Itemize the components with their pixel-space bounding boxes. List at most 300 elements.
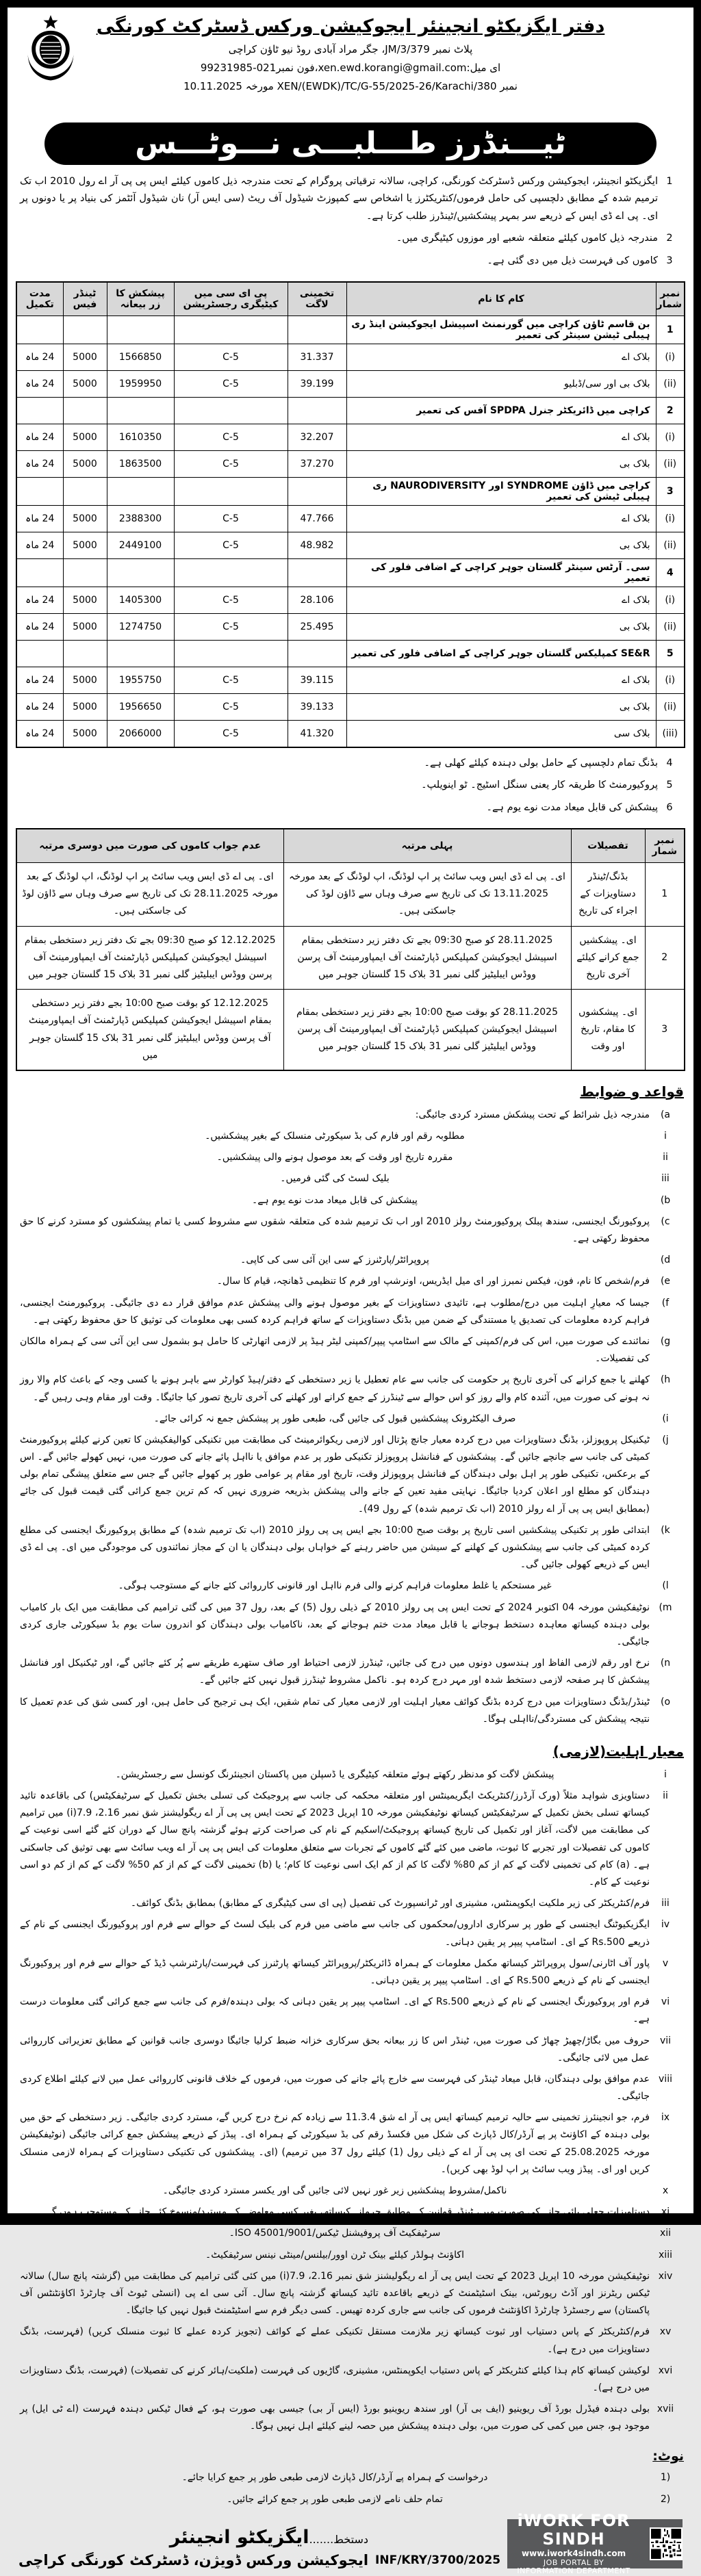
eligibility-item [20, 1766, 681, 1783]
work-name-cell: بلاک بی [346, 532, 656, 558]
empty-cell [63, 640, 107, 667]
schedule-details-cell: ای۔ پیشکشیں جمع کرانے کیلئے آخری تاریخ [571, 926, 645, 990]
eligibility-item [20, 2204, 681, 2221]
work-for-sindh-text [507, 2512, 640, 2576]
empty-cell [107, 397, 174, 424]
intro-point-item-text: ایگزیکٹو انجینئر، ایجوکیشن ورکس ڈسٹرکٹ کورنگی، کراچی، سالانہ ترقیاتی پروگرام کے تحت مندرجہ ذیل کاموں کیلئے ایس پی پی آر اے رول 2010 اب تک ترمیم شدہ کے مطابق دلچسپی کی حامل فرموں/کنٹریکٹرز یا اشخاص سے کمپوزٹ شیڈول آف ریٹ (سی ایس آر) نان شیڈول آئٹمز کی بنیاد پر یا دونوں پر ای۔ پی اے ڈی ایس کے ذریعے سر بمہر پیشکشیں/ٹینڈرز طلب کرتا ہے۔ [20, 176, 658, 222]
bid-security-cell: 1956650 [107, 693, 174, 720]
eligibility-item-text: فرم/کنٹریکٹر کی زیر ملکیت ایکوپمنٹس، مشینری اور ٹرانسپورٹ کی تفصیل (پی ای سی کیٹیگری کے مطابق) بمطابق بڈنگ کوائف۔ [130, 1898, 650, 1909]
completion-period-cell: 24 ماہ [16, 424, 63, 450]
empty-cell [174, 315, 288, 344]
star-icon [43, 15, 58, 29]
rule-item [20, 1411, 681, 1428]
rule-item-text: پروپرائٹر/پارٹنرز کے سی این آئی سی کی کاپی۔ [240, 1254, 429, 1266]
work-for-sindh-box [507, 2510, 683, 2576]
eligibility-item [20, 1916, 681, 1950]
schedule-column-header: تفصیلات [571, 829, 645, 863]
note-item [20, 2491, 681, 2508]
rule-item-text: ٹیکنیکل پروپوزلز، بڈنگ دستاویزات میں درج کردہ معیار جانچ پڑتال اور لازمی ریکوائرمینٹ کی مطابقت میں تکنیکی کوالیفکیشن کا تعین کرنے کیلئے پروکیورمنٹ کمیٹی کی جانب سے جانچے جائیں گے۔ پیشکشوں کے فنانشل پروپوزلز تکنیکی طور پر عدم موافق یا نااہل پائے جانے کی صورت میں، نہیں کھولے جائیں گے۔ اس کے برعکس، تکنیکی طور پر اہل بولی دہندگان کے فنانشل پروپوزلز وقت، تاریخ اور مقام پر عوامی طور پر کھولے جائیں گے جس سے متعلق پیشگی تمام بولی دہندگان کو مطلع اور اعلان کردیا جائیگا۔ نہایتی مفید تعین کے جانے والی پیشکش بذریعہ ضروری نہیں کہ کم ترین جمع کرائی گئی قیمت قبول کی جائے (بمطابق ایس پی پی آر اے رولز 2010 (اب تک ترمیم شدہ) کے رول 49)۔ [20, 1434, 650, 1515]
rules-list [20, 1107, 681, 1732]
empty-cell [288, 558, 346, 587]
mid-point-item-label: 6 [666, 801, 673, 813]
schedule-details-cell: بڈنگ/ٹینڈر دستاویزات کے اجراء کی تاریخ [571, 863, 645, 927]
eligibility-item-text: عدم موافق بولی دہندگان، قابل میعاد ٹینڈر کی فہرست سے خارج پائے جانے کی صورت میں، فرموں کے خلاف قانونی کارروائی عمل میں لانے کیلئے اطلاع کردی جائیگی۔ [20, 2073, 650, 2102]
estimated-cost-cell: 32.207 [288, 424, 346, 450]
inf-number: INF/KRY/3700/2025 [375, 2553, 501, 2567]
eligibility-item-label: ii [663, 1790, 668, 1802]
rule-item-label: (a [660, 1109, 671, 1120]
completion-period-cell: 24 ماہ [16, 505, 63, 532]
rule-item [20, 1128, 681, 1145]
serial-cell: (ii) [656, 370, 685, 397]
signatory-title: ایگزیکٹو انجینئر [169, 2526, 309, 2548]
tender-fee-cell: 5000 [63, 424, 107, 450]
pec-category-cell: C-5 [174, 450, 288, 477]
pec-category-cell: C-5 [174, 424, 288, 450]
pec-category-cell: C-5 [174, 693, 288, 720]
bid-security-cell: 1405300 [107, 587, 174, 613]
rule-item [20, 1170, 681, 1187]
intro-point-item [20, 173, 681, 225]
serial-cell: (ii) [656, 532, 685, 558]
mid-point-item-text: پیشکش کی قابل میعاد مدت نوے یوم ہے۔ [486, 801, 658, 813]
eligibility-item-label: vii [659, 2035, 672, 2046]
tender-fee-cell: 5000 [63, 505, 107, 532]
work-item-row [16, 720, 685, 747]
work-for-sindh-sub1: JOB PORTAL BY [543, 2558, 604, 2567]
schedule-first-time-cell: 28.11.2025 کو صبح 09:30 بجے تک دفتر زیر دستخطی بمقام اسپیشل ایجوکیشن کمپلیکس ڈپارٹمنٹ آف ایمپاورمینٹ آف پرسن ووڈس ایبلیٹیز گلی نمبر 31 بلاک 15 گلستان جوہر میں [283, 926, 571, 990]
eligibility-heading: معیار اہلیت(لازمی) [552, 1742, 684, 1760]
eligibility-item-text: فرم اور پروکیورنگ ایجنسی کے نام کے ذریعے Rs.500 کے ای۔ اسٹامپ پیپر پر یقین دہانی کہ بولی دہندہ/فرم کی جانب سے جمع کرائی گئی معلومات درست ہے۔ [20, 1996, 650, 2025]
estimated-cost-cell: 39.199 [288, 370, 346, 397]
bid-security-cell: 2066000 [107, 720, 174, 747]
estimated-cost-cell: 39.115 [288, 667, 346, 693]
schedule-second-time-cell: ای۔ پی اے ڈی ایس ویب سائٹ پر اپ لوڈنگ، اپ لوڈنگ کے بعد مورخہ 28.11.2025 تک کی تاریخ سے صرف وہاں سے ڈاؤن لوڈ کی جاسکتی ہیں۔ [16, 863, 283, 927]
rule-item-label: (n [660, 1658, 671, 1669]
eligibility-item [20, 2323, 681, 2358]
page-content [8, 8, 693, 2575]
work-for-sindh-sub2: INFORMATION DEPARTMENT [517, 2566, 630, 2576]
reference-number-line: نمبر XEN/(EWDK)/TC/G-55/2025-26/Karachi/380 مورخہ 10.11.2025 [183, 80, 518, 92]
eligibility-item-text: دستاویزات جعلی پائی جانے کی صورت میں، ٹینڈر قوانین کے مطابق جرمانے کیساتھ، بغیر کسی معاوضے کے مسترد/منسوخ کئے جانے کے مستوجب ہوں گے۔ [40, 2206, 650, 2218]
empty-cell [107, 640, 174, 667]
mid-point-item-text: پروکیورمنٹ کا طریقہ کار یعنی سنگل اسٹیج۔ ٹو اینویلپ۔ [421, 780, 658, 791]
rule-item-label: (i [662, 1413, 669, 1424]
pec-category-cell: C-5 [174, 720, 288, 747]
estimated-cost-cell: 48.982 [288, 532, 346, 558]
eligibility-item-text: حروف میں بگاڑ/چھیڑ چھاڑ کی صورت میں، ٹینڈر اس کا زر بیعانہ بحق سرکاری خزانہ ضبط کرلیا جائیگا دوسری جانب قوانین کے مطابق تعزیراتی کارروائی عمل میں لائی جائیگی۔ [20, 2035, 650, 2063]
eligibility-item-label: ix [661, 2112, 670, 2124]
serial-cell: (ii) [656, 693, 685, 720]
works-column-header: پیشکش کا زر بیعانہ [107, 282, 174, 316]
bid-security-cell: 1566850 [107, 344, 174, 370]
empty-cell [16, 558, 63, 587]
empty-cell [16, 640, 63, 667]
rule-item [20, 1252, 681, 1269]
rule-item-label: (b [660, 1194, 671, 1206]
tender-fee-cell: 5000 [63, 532, 107, 558]
serial-cell: 3 [645, 990, 685, 1070]
rule-item [20, 1655, 681, 1689]
note-item-text: تمام حلف نامے لازمی طبعی طور پر جمع کرائے جائیں۔ [227, 2493, 443, 2505]
work-item-row [16, 450, 685, 477]
work-group-title-cell: SE&R کمپلیکس گلستان جوہر کراچی کے اضافی فلور کی تعمیر [346, 640, 656, 667]
eligibility-item-label: xvi [658, 2365, 673, 2376]
rule-item-text: صرف الیکٹرونک پیشکشیں قبول کی جائیں گی، طبعی طور پر پیشکش جمع نہ کرائی جائے۔ [153, 1413, 516, 1424]
eligibility-item-label: vi [661, 1996, 670, 2008]
empty-cell [288, 397, 346, 424]
work-item-row [16, 505, 685, 532]
bid-security-cell: 1274750 [107, 613, 174, 640]
serial-cell: (i) [656, 424, 685, 450]
estimated-cost-cell: 31.337 [288, 344, 346, 370]
pec-category-cell: C-5 [174, 370, 288, 397]
estimated-cost-cell: 37.270 [288, 450, 346, 477]
work-item-row [16, 587, 685, 613]
works-column-header: مدت تکمیل [16, 282, 63, 316]
rule-item-text: ابتدائی طور پر تکنیکی پیشکشیں اسی تاریخ پر بوقت صبح 10:00 بجے ایس پی پی رولز 2010 (اب تک ترمیم شدہ) کے مطابق پروکیورنگ ایجنسی کی مطلع کردہ کمیٹی کی جانب سے پیشکشوں کے کھلنے کے سیشن میں حاضر رہنے کے خواہاں بولی دہندگان یا ان کے مجاز نمائندوں کی موجودگی میں ای۔ پی اے ڈی ایس کے ذریعے کھولی جائیں گی۔ [20, 1524, 650, 1571]
eligibility-item-text: بولی دہندہ فیڈرل بورڈ آف ریوینیو (ایف بی آر) اور سندھ ریوینیو بورڈ (ایس آر بی) جیسی بھی صورت ہو، کے فعال ٹیکس دہندہ فہرست (اے ٹی ایل) پر موجود ہو، جس میں کمی کی صورت میں، بولی دہندہ پیشکش میں حصہ لینے کیلئے اہل نہیں ہوگا۔ [20, 2404, 650, 2432]
eligibility-item-text: اکاؤنٹ ہولڈر کیلئے بینک ٹرن اوور/بیلنس/مینٹی نینس سرٹیفکیٹ۔ [205, 2249, 464, 2261]
rule-item-text: نوٹیفکیشن مورخہ 04 اکتوبر 2024 کے تحت ایس پی پی رولز 2010 کے ذیلی رول (5) کے بعد، رول 37 میں کی گئی ترامیم کی مطابقت میں ایک بار کامیاب بولی دہندہ کیساتھ معاہدہ دستخط ہوجانے یا قابل میعاد مدت ختم ہوجانے کے بعد، ناکامیاب بولی دہندگان کو اندرون سات یوم بڈ سیکورٹی جاری کردی جائیگی۔ [20, 1601, 650, 1647]
rule-item [20, 1599, 681, 1651]
rule-item-text: کھلنے یا جمع کرانے کی آخری تاریخ پر حکومت کی جانب سے عام تعطیل یا زیر دستخطی کے دفتر/ہیڈ کوارٹر سے باہر ہونے یا کسی وجہ کے باعث کام والا روز نہ ہونے کی صورت میں، آئندہ کام والے روز کو اس حوالے سے ٹینڈرز کے جمع کرانے اور کھلنے کی آخری تاریخ تصور کیا جائیگا۔ وقت اور مقام وہی رہیں گے۔ [20, 1374, 650, 1403]
mid-point-item [20, 777, 681, 794]
rule-item-label: (f [661, 1297, 670, 1309]
rule-item [20, 1694, 681, 1728]
footer [16, 2510, 685, 2576]
tender-fee-cell: 5000 [63, 587, 107, 613]
work-item-row [16, 344, 685, 370]
work-group-row [16, 315, 685, 344]
schedule-second-time-cell: 12.12.2025 کو بوقت صبح 10:00 بجے دفتر زیر دستخطی بمقام اسپیشل ایجوکیشن کمپلیکس ڈپارٹمنٹ آف ایمپاورمینٹ آف پرسن ووڈس ایبلیٹیز گلی نمبر 31 بلاک 15 گلستان جوہر میں [16, 990, 283, 1070]
serial-cell: (i) [656, 505, 685, 532]
eligibility-item-text: نوٹیفکیشن مورخہ 10 اپریل 2023 کے تحت ایس پی آر اے ریگولیشنز شق نمبر 2.16، 7.9(i) میں کئی گئی ترامیم کی مطابقت میں (گزشتہ پانچ سال) سالانہ ٹیکس ریٹرنز اور آڈٹ رپورٹس، بینک اسٹیٹمنٹ کے ذریعے باقاعدہ تائید کیساتھ گزشتہ پانچ سال۔ آئی سی اے پی (انسٹی ٹیوٹ آف چارٹرڈ اکاؤنٹنٹس آف پاکستان) سے رجسٹرڈ چارٹرڈ اکاؤنٹنٹ فرموں کی جانب سے جاری کردہ تھیس۔ کسی دیگر فرم سے اسٹیٹمنٹ قبول نہیں کیا جائیگا۔ [20, 2270, 650, 2317]
serial-cell: (ii) [656, 613, 685, 640]
qr-code-icon [650, 2527, 683, 2560]
empty-cell [107, 315, 174, 344]
office-title: دفتر ایگزیکٹو انجینئر ایجوکیشن ورکس ڈسٹرکٹ کورنگی [96, 16, 605, 37]
bid-security-cell: 1863500 [107, 450, 174, 477]
eligibility-item [20, 2401, 681, 2435]
completion-period-cell: 24 ماہ [16, 613, 63, 640]
rule-item [20, 1273, 681, 1290]
rule-item-label: iii [661, 1173, 670, 1185]
serial-cell: (i) [656, 667, 685, 693]
schedule-column-header: پہلی مرتبہ [283, 829, 571, 863]
empty-cell [107, 477, 174, 505]
rule-item [20, 1432, 681, 1518]
rule-item-label: (o [660, 1696, 671, 1708]
eligibility-item-label: xi [661, 2206, 670, 2218]
serial-cell: 1 [656, 315, 685, 344]
empty-cell [63, 397, 107, 424]
schedule-table-header-row [16, 829, 685, 863]
empty-cell [288, 640, 346, 667]
work-name-cell: بلاک اے [346, 587, 656, 613]
eligibility-item-label: v [662, 1957, 669, 1969]
work-name-cell: بلاک بی [346, 450, 656, 477]
serial-cell: (ii) [656, 450, 685, 477]
works-table [16, 281, 685, 748]
empty-cell [174, 640, 288, 667]
eligibility-item-text: پیشکش لاگت کو مدنظر رکھتے ہوئے متعلقہ کیٹیگری یا ڈسپلن میں پاکستان انجینئرنگ کونسل سے رجسٹریشن۔ [115, 1768, 555, 1780]
mid-point-item-label: 5 [666, 780, 673, 791]
eligibility-item-label: iv [661, 1919, 670, 1931]
sindh-government-emblem-logo [21, 13, 80, 90]
eligibility-item [20, 1895, 681, 1912]
signature-label: دستخط....... [309, 2532, 369, 2546]
estimated-cost-cell: 41.320 [288, 720, 346, 747]
work-group-title-cell: سی۔ آرٹس سینٹر گلستان جوہر کراچی کے اضافی فلور کی تعمیر [346, 558, 656, 587]
note-item-label: 1) [660, 2472, 671, 2484]
mid-point-item-text: بڈنگ تمام دلچسپی کے حامل بولی دہندہ کیلئے کھلی ہے۔ [424, 757, 658, 769]
schedule-first-time-cell: 28.11.2025 کو بوقت صبح 10:00 بجے دفتر زیر دستخطی بمقام اسپیشل ایجوکیشن کمپلیکس ڈپارٹمنٹ آف ایمپاورمینٹ آف پرسن ووڈس ایبلیٹیز گلی نمبر 31 بلاک 15 گلستان جوہر میں [283, 990, 571, 1070]
work-for-sindh-brand [507, 2512, 640, 2549]
eligibility-item-label: xv [659, 2326, 672, 2338]
rule-item-text: جیسا کہ معیارِ اہلیت میں درج/مطلوب ہے، تائیدی دستاویزات کے بغیر موصول ہونے والی پیشکش عدم موافق قرار دے دی جائیگی۔ پروکیورمنٹ ایجنسی، فراہم کردہ معلومات کی تصدیق یا مستندگی کے ضمن میں بڈنگ دستاویزات کے ساتھ فراہم کردہ کسی بھی معلومات کی توثیق کا حق محفوظ رکھتی ہے۔ [20, 1297, 650, 1326]
rule-item [20, 1333, 681, 1367]
completion-period-cell: 24 ماہ [16, 667, 63, 693]
rule-item-label: (c [661, 1215, 670, 1227]
rule-item [20, 1577, 681, 1595]
empty-cell [16, 397, 63, 424]
completion-period-cell: 24 ماہ [16, 693, 63, 720]
eligibility-item-label: xvii [657, 2404, 674, 2415]
serial-cell: 3 [656, 477, 685, 505]
intro-points-list [20, 173, 681, 274]
note-item-text: درخواست کے ہمراہ پے آرڈر/کال ڈپازٹ لازمی طبعی طور پر جمع کرایا جائے۔ [181, 2472, 488, 2484]
work-item-row [16, 613, 685, 640]
work-group-row [16, 397, 685, 424]
estimated-cost-cell: 28.106 [288, 587, 346, 613]
empty-cell [16, 315, 63, 344]
eligibility-item-label: xiv [658, 2270, 673, 2282]
mid-point-item-label: 4 [666, 757, 673, 769]
work-item-row [16, 424, 685, 450]
work-name-cell: بلاک بی [346, 613, 656, 640]
work-name-cell: بلاک سی [346, 720, 656, 747]
rule-item-text: پیشکش کی قابل میعاد مدت نوے یوم ہے۔ [252, 1194, 418, 1206]
serial-cell: 2 [656, 397, 685, 424]
rule-item-label: ii [663, 1152, 668, 1163]
rule-item [20, 1295, 681, 1329]
pec-category-cell: C-5 [174, 587, 288, 613]
rule-item-label: (h [660, 1374, 671, 1386]
work-item-row [16, 370, 685, 397]
eligibility-item [20, 2109, 681, 2178]
estimated-cost-cell: 39.133 [288, 693, 346, 720]
work-name-cell: بلاک اے [346, 344, 656, 370]
eligibility-item-text: پاور آف اٹارنی/سول پروپرائٹر کیساتھ مکمل معلومات کے ہمراہ ڈائریکٹر/پروپرائٹر کیساتھ پارٹنرز کی فہرست/پارٹنرشپ ڈیڈ کے حوالے سے فرم اور پروکیورنگ ایجنسی کے نام کے ذریعے Rs.500 کے ای۔ اسٹامپ پیپر پر یقین دہانی۔ [20, 1957, 650, 1986]
rule-item-text: مقررہ تاریخ اور وقت کے بعد موصول ہونے والی پیشکشیں۔ [216, 1152, 453, 1163]
pec-category-cell: C-5 [174, 667, 288, 693]
rule-item-label: (l [662, 1580, 669, 1592]
eligibility-item [20, 2268, 681, 2320]
completion-period-cell: 24 ماہ [16, 370, 63, 397]
rule-item [20, 1192, 681, 1209]
wfs-i-icon: i [517, 2510, 524, 2530]
rule-item-label: (d [660, 1254, 671, 1266]
work-name-cell: بلاک بی [346, 693, 656, 720]
note-item [20, 2469, 681, 2486]
estimated-cost-cell: 25.495 [288, 613, 346, 640]
tender-fee-cell: 5000 [63, 370, 107, 397]
rule-item [20, 1371, 681, 1406]
eligibility-item [20, 2247, 681, 2264]
schedule-first-time-cell: ای۔ پی اے ڈی ایس ویب سائٹ پر اپ لوڈنگ، اپ لوڈنگ کے بعد مورخہ 13.11.2025 تک کی تاریخ سے صرف وہاں سے ڈاؤن لوڈ کی جاسکتی ہیں۔ [283, 863, 571, 927]
rule-item-text: فرم/شخص کا نام، فون، فیکس نمبرز اور ای میل ایڈریس، اونرشپ اور فرم کا تنظیمی ڈھانچہ، قیام کا سال۔ [216, 1276, 650, 1287]
work-name-cell: بلاک اے [346, 424, 656, 450]
eligibility-item-label: i [664, 1768, 667, 1780]
pec-category-cell: C-5 [174, 344, 288, 370]
rule-item [20, 1213, 681, 1248]
eligibility-item-text: سرٹیفکیٹ آف پروفیشنل ٹیکس/ISO 45001/9001۔ [229, 2228, 441, 2239]
bid-security-cell: 1959950 [107, 370, 174, 397]
empty-cell [288, 477, 346, 505]
bid-security-cell: 2449100 [107, 532, 174, 558]
rule-item [20, 1149, 681, 1166]
eligibility-item [20, 2362, 681, 2397]
serial-cell: (i) [656, 344, 685, 370]
empty-cell [174, 477, 288, 505]
intro-point-item-label: 3 [666, 255, 673, 266]
intro-point-item-text: مندرجہ ذیل کاموں کیلئے متعلقہ شعبے اور موزوں کیٹیگری میں۔ [396, 233, 658, 244]
eligibility-item [20, 1788, 681, 1891]
intro-point-item [20, 253, 681, 270]
works-column-header: پی ای سی میں کیٹیگری رجسٹریشن [174, 282, 288, 316]
works-column-header: تخمینی لاگت [288, 282, 346, 316]
serial-cell: (i) [656, 587, 685, 613]
rule-item-label: (e [660, 1276, 671, 1287]
eligibility-item-text: دستاویزی شواہد مثلاً (ورک آرڈرز/کنٹریکٹ ایگریمینٹس اور متعلقہ محکمہ کی جانب سے پروجیکٹ کی تسلی بخش تکمیل کے سرٹیفکیٹس) کی باقاعدہ تائید کیساتھ تسلی بخش تکمیل کے سرٹیفکیٹس کیساتھ نوٹیفکیشن مورخہ 10 اپریل 2023 کے تحت ایس پی پی آر اے ریگولیشنز شق نمبر 2.16، 7.9(i) میں ترامیم کی مطابقت میں لاگت، آغاز اور تکمیل کی تاریخ کیساتھ پروجیکٹ/اسکیم کے نام کی صراحت کرتے ہوئے گزشتہ پانچ سال کے دوران کئے گئے اسی نوعیت کے کاموں کی تفصیلات اور تجربے کا ثبوت، ماضی میں کئے گئے کاموں کے تجربات سے متعلق معلومات کی ایس پی پی آر اے ویب سائٹ سے بھی توثیق کی جاسکتی ہے۔ (a) کام کی تخمینی لاگت کے کم از کم 80% لاگت کا کم از کم ایک اسی نوعیت کا کام؛ یا (b) تخمینی لاگت کے کم از کم 50% لاگت کے کم از کم دو اسی نوعیت کے کام۔ [20, 1790, 650, 1888]
works-column-header: ٹینڈر فیس [63, 282, 107, 316]
empty-cell [174, 397, 288, 424]
work-group-title-cell: بن قاسم ٹاؤن کراچی میں گورنمنٹ اسپیشل ایجوکیشن اینڈ ری ہیبلی ٹیشن سینٹر کی تعمیر [346, 315, 656, 344]
schedule-column-header: نمبر شمار [645, 829, 685, 863]
tender-fee-cell: 5000 [63, 613, 107, 640]
works-column-header: نمبر شمار [656, 282, 685, 316]
intro-point-item-label: 2 [666, 233, 673, 244]
schedule-row [16, 863, 685, 927]
eligibility-item-label: iii [661, 1898, 670, 1909]
schedule-details-cell: ای۔ پیشکشوں کا مقام، تاریخ اور وقت [571, 990, 645, 1070]
eligibility-list [20, 1766, 681, 2440]
eligibility-item-label: x [662, 2185, 669, 2196]
completion-period-cell: 24 ماہ [16, 344, 63, 370]
bid-security-cell: 1610350 [107, 424, 174, 450]
serial-cell: 1 [645, 863, 685, 927]
work-group-row [16, 477, 685, 505]
eligibility-item-text: فرم، جو انجینئرز تخمینی سے حالیہ ترمیم کیساتھ ایس پی آر اے شق 11.3.4 سے زیادہ کم نرخ درج کریں گے، مسترد کردی جائیگی۔ زیر دستخطی کے حق میں بولی دہندہ کے اکاؤنٹ پر پے آرڈر/کال ڈپازٹ کی شکل میں فکسڈ رقم کی بڈ سیکورٹی کے ہمراہ ای۔ پیڈز کے ذریعے پیشکش جمع کرائی جائیگی (نوٹیفکیشن مورخہ 25.08.2025 کے تحت ای پی پی آر اے کے ذیلی رول (1) کیلئے رول 37 میں ترمیم) (ای۔ پیشکشوں کی تکنیکی دستاویزات کے ہمراہ لازمی منسلک کریں اور ای۔ پیڈز ویب سائٹ پر اپ لوڈ بھی کریں)۔ [20, 2112, 650, 2175]
empty-cell [288, 315, 346, 344]
pec-category-cell: C-5 [174, 532, 288, 558]
mid-point-item [20, 799, 681, 816]
serial-cell: 2 [645, 926, 685, 990]
tender-notice-banner: ٹیـــنڈرز طـــلبـــی نـــوٹـــس [44, 123, 657, 165]
work-item-row [16, 667, 685, 693]
work-name-cell: بلاک اے [346, 505, 656, 532]
rule-item-label: i [664, 1131, 667, 1142]
eligibility-item-text: ناکمل/مشروط پیشکشیں زیر غور نہیں لائی جائیں گی اور یکسر مسترد کردی جائیگی۔ [162, 2185, 507, 2196]
division-line: ایجوکیشن ورکس ڈویژن، ڈسٹرکٹ کورنگی کراچی [18, 2551, 369, 2568]
completion-period-cell: 24 ماہ [16, 532, 63, 558]
pec-category-cell: C-5 [174, 505, 288, 532]
office-address: پلاٹ نمبر JM/3/379، جگر مراد آبادی روڈ نیو ٹاؤن کراچی [228, 43, 473, 55]
intro-point-item [20, 230, 681, 247]
work-for-sindh-url: www.iwork4sindh.com [522, 2548, 626, 2558]
eligibility-item-label: viii [659, 2073, 672, 2085]
note-heading: نوٹ: [652, 2449, 684, 2464]
eligibility-item [20, 1955, 681, 1989]
work-group-row [16, 640, 685, 667]
bid-security-cell: 1955750 [107, 667, 174, 693]
empty-cell [63, 315, 107, 344]
work-group-title-cell: کراچی میں ڈاؤن SYNDROME اور NAURODIVERSITY ری ہیبلی ٹیشن کی تعمیر [346, 477, 656, 505]
rule-item-text: ٹینڈر/بڈنگ دستاویزات میں درج کردہ بڈنگ کوائف معیار اہلیت اور لازمی معیار کی تمام شقیں، ایک ہی ترجیح کی حامل ہیں، اور کسی شق کی عدم تعمیل کا نتیجہ پیشکش کی مستردگی/نااہلی ہوگا۔ [20, 1696, 650, 1725]
empty-cell [16, 477, 63, 505]
schedule-row [16, 926, 685, 990]
schedule-column-header: عدم جواب کاموں کی صورت میں دوسری مرتبہ [16, 829, 283, 863]
rule-item-text: مندرجہ ذیل شرائط کے تحت پیشکش مسترد کردی جائیگی: [415, 1109, 650, 1120]
completion-period-cell: 24 ماہ [16, 450, 63, 477]
rule-item-label: (k [661, 1524, 670, 1536]
eligibility-item-text: لوکیشن کیساتھ کام ہذا کیلئے کنٹریکٹر کے پاس دستیاب ایکوپمنٹس، مشینری، گاڑیوں کی فہرست (ملکیت/ہائر کرنے کی تفصیلات) (فہرست، بڈنگ دستاویزات میں درج ہے)۔ [20, 2365, 650, 2393]
rule-item-text: نمائندے کی صورت میں، اس کی فرم/کمپنی کے مالک سے اسٹامپ پیپر/کمپنی لیٹر ہیڈ پر لازمی اتھارٹی کا حامل ہو بشمول سی این آئی سی کے ہمراہ مالکان کی تفصیلات۔ [20, 1335, 650, 1365]
empty-cell [107, 558, 174, 587]
serial-cell: 5 [656, 640, 685, 667]
bid-security-cell: 2388300 [107, 505, 174, 532]
empty-cell [174, 558, 288, 587]
tender-fee-cell: 5000 [63, 720, 107, 747]
work-group-title-cell: کراچی میں ڈائریکٹر جنرل SPDPA آفس کی تعمیر [346, 397, 656, 424]
signature-block [18, 2527, 368, 2568]
works-table-header-row [16, 282, 685, 316]
serial-cell: 4 [656, 558, 685, 587]
intro-point-item-label: 1 [666, 176, 673, 187]
empty-cell [63, 477, 107, 505]
work-group-row [16, 558, 685, 587]
serial-cell: (iii) [656, 720, 685, 747]
letterhead [16, 12, 685, 117]
rule-item [20, 1107, 681, 1124]
rule-item-label: (g [660, 1335, 671, 1347]
work-item-row [16, 693, 685, 720]
eligibility-item [20, 2182, 681, 2200]
tender-fee-cell: 5000 [63, 450, 107, 477]
completion-period-cell: 24 ماہ [16, 720, 63, 747]
work-name-cell: بلاک اے [346, 667, 656, 693]
eligibility-item [20, 2033, 681, 2067]
rule-item-text: غیر مستحکم یا غلط معلومات فراہم کرنے والی فرم نااہل اور قانونی کارروائی کئے جانے کے مستوجب ہوگی۔ [118, 1580, 552, 1592]
schedule-second-time-cell: 12.12.2025 کو صبح 09:30 بجے تک دفتر زیر دستخطی بمقام اسپیشل ایجوکیشن کمپلیکس ڈپارٹمنٹ آف ایمپاورمینٹ آف پرسن ووڈس ایبلیٹیز گلی نمبر 31 بلاک 15 گلستان جوہر میں [16, 926, 283, 990]
emblem-oval [40, 36, 62, 64]
wfs-brand-label: WORK FOR SINDH [523, 2510, 630, 2549]
eligibility-item-label: xiii [659, 2249, 672, 2261]
note-list [20, 2469, 681, 2512]
schedule-table [16, 828, 685, 1071]
eligibility-item [20, 2071, 681, 2105]
eligibility-item [20, 1994, 681, 2028]
empty-cell [63, 558, 107, 587]
intro-point-item-text: کاموں کی فہرست ذیل میں دی گئی ہے۔ [487, 255, 658, 266]
rule-item-text: پروکیورنگ ایجنسی، سندھ پبلک پروکیورمنٹ رولز 2010 اور اب تک ترمیم شدہ کی متعلقہ شقوں سے مشروط کسی یا تمام پیشکشوں کو مسترد کرنے کا حق محفوظ رکھتی ہے۔ [20, 1215, 650, 1244]
rules-heading: قواعد و ضوابط [580, 1083, 684, 1100]
works-column-header: کام کا نام [346, 282, 656, 316]
tender-fee-cell: 5000 [63, 693, 107, 720]
rule-item [20, 1522, 681, 1574]
estimated-cost-cell: 47.766 [288, 505, 346, 532]
